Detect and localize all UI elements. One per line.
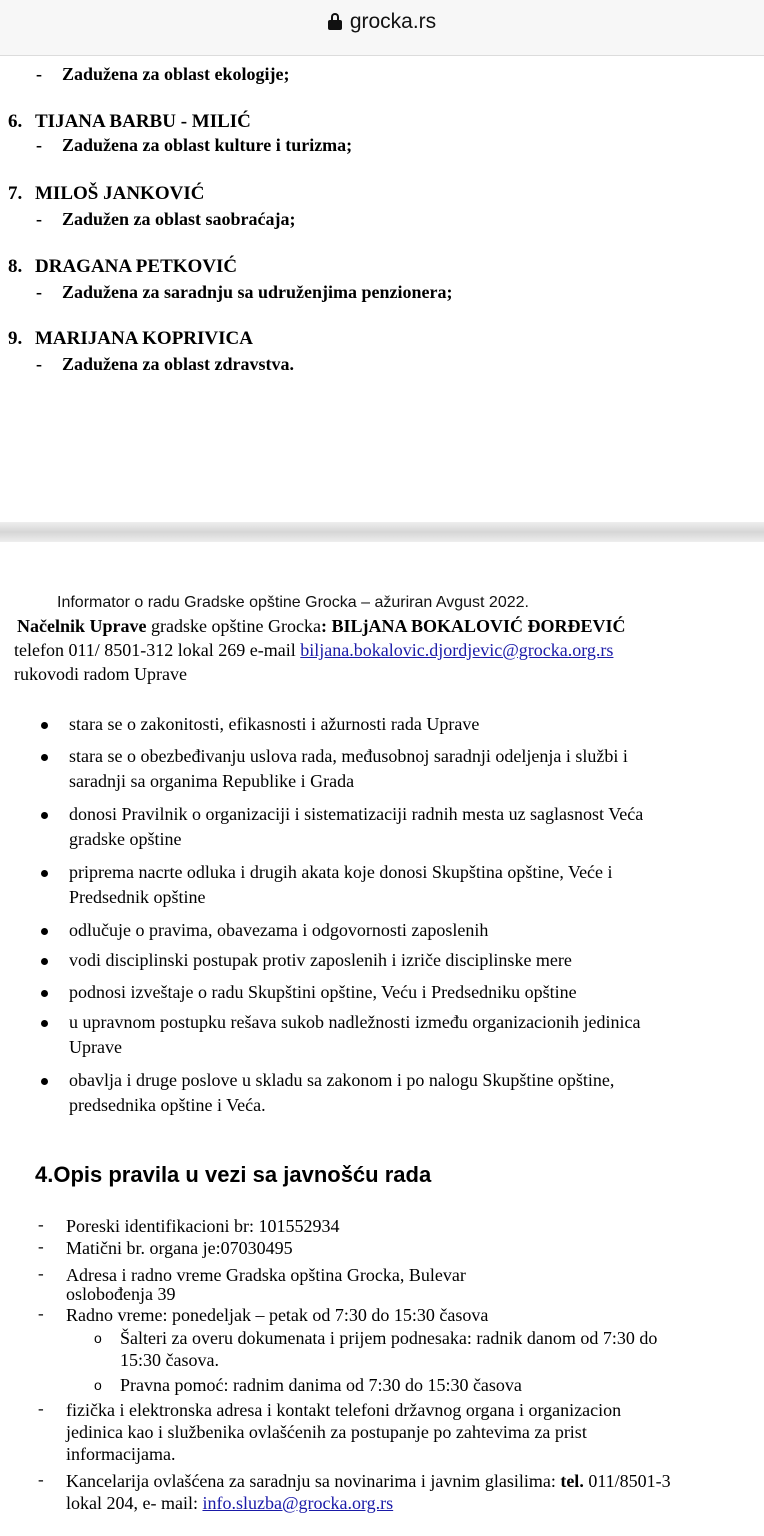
rule-sub-legal: Pravna pomoć: radnim danima od 7:30 do 15:30 časova [120,1375,522,1395]
member-number: 6. [8,111,23,132]
duty-item [69,802,643,852]
duty-item [69,980,577,1005]
duty-line: obavlja i druge poslove u skladu sa zakonom i po nalogu Skupštine opštine, [69,1070,615,1090]
bullet-icon [41,958,48,965]
bullet-icon [41,722,48,729]
rule-sub-counters: Šalteri za overu dokumenata i prijem podnesaka: radnik danom od 7:30 do [120,1328,658,1348]
duty-line: Predsednik opštine [69,887,206,907]
member-duty: Zadužena za oblast zdravstva. [62,354,295,374]
member-number: 8. [8,256,23,277]
chief-role: rukovodi radom Uprave [14,664,187,684]
press-text: lokal 204, e- mail: [66,1493,203,1513]
member-duty: Zadužena za oblast ekologije; [62,64,290,84]
duty-item [69,1068,614,1118]
chief-contact-line [14,640,613,661]
list-dash: - [36,282,42,302]
duty-line: vodi disciplinski postupak protiv zaposlenih i izriče disciplinske mere [69,950,572,970]
circle-bullet-icon: o [94,1330,102,1346]
lock-icon [328,13,342,29]
section-title: 4.Opis pravila u vezi sa javnošću rada [35,1162,432,1187]
duty-line: gradske opštine [69,829,182,849]
duty-item [69,948,572,973]
member-name: TIJANA BARBU - MILIĆ [35,111,251,132]
page-header: Informator o radu Gradske opštine Grocka – ažuriran Avgust 2022. [57,594,529,611]
url-text: grocka.rs [349,10,437,33]
press-tel-number: 011/8501-3 [583,1471,671,1491]
duty-item [69,918,488,943]
chief-title: Načelnik Uprave [17,616,147,636]
duty-line: Uprave [69,1037,122,1057]
rule-sub-counters-cont: 15:30 časova. [120,1350,219,1370]
rule-press [66,1470,671,1492]
page-separator [0,522,764,542]
list-dash: - [38,1470,44,1489]
press-email-link[interactable]: info.sluzba@grocka.org.rs [202,1493,394,1513]
list-dash: - [36,135,42,155]
document-page-1 [0,57,764,522]
member-name: MILOŠ JANKOVIĆ [35,183,205,204]
rule-mb: Matični br. organa je:07030495 [66,1238,293,1258]
list-dash: - [38,1215,44,1234]
duty-line: stara se o obezbeđivanju uslova rada, međusobnoj saradnji odeljenja i službi i [69,746,628,766]
list-dash: - [38,1304,44,1323]
bullet-icon [41,928,48,935]
chief-title-line [17,616,626,637]
chief-name: BILjANA BOKALOVIĆ ĐORĐEVIĆ [331,616,626,636]
duty-line: odlučuje o pravima, obavezama i odgovornosti zaposlenih [69,920,489,940]
duty-item [69,860,613,910]
chief-title-rest: gradske opštine Grocka [146,616,321,636]
rule-pib: Poreski identifikacioni br: 101552934 [66,1216,340,1236]
chief-colon: : [320,616,332,636]
duty-line: saradnji sa organima Republike i Grada [69,771,355,791]
rule-address: Adresa i radno vreme Gradska opština Grocka, Bulevar [66,1265,466,1285]
bullet-icon [41,870,48,877]
circle-bullet-icon: o [94,1377,102,1393]
duty-item [69,1010,641,1060]
chief-phone: telefon 011/ 8501-312 lokal 269 e-mail [14,640,301,660]
press-tel-label: tel. [560,1471,584,1491]
rule-hours: Radno vreme: ponedeljak – petak od 7:30 do 15:30 časova [66,1305,489,1325]
list-dash: - [38,1237,44,1256]
rule-contact-cont: informacijama. [66,1444,176,1464]
member-name: DRAGANA PETKOVIĆ [35,256,238,277]
list-dash: - [38,1264,44,1283]
member-name: MARIJANA KOPRIVICA [35,328,253,349]
bullet-icon [41,1078,48,1085]
list-dash: - [36,209,42,229]
member-duty: Zadužena za oblast kulture i turizma; [62,135,353,155]
member-duty: Zadužen za oblast saobraćaja; [62,209,296,229]
list-dash: - [36,64,42,84]
list-dash: - [38,1399,44,1418]
duty-item [69,744,628,794]
duty-line: predsednika opštine i Veća. [69,1095,266,1115]
chief-email-link[interactable]: biljana.bokalovic.djordjevic@grocka.org.rs [300,640,614,660]
member-duty: Zadužena za saradnju sa udruženjima penzionera; [62,282,453,302]
rule-address-cont: oslobođenja 39 [66,1284,176,1304]
bullet-icon [41,812,48,819]
duty-line: stara se o zakonitosti, efikasnosti i ažurnosti rada Uprave [69,714,480,734]
duty-line: donosi Pravilnik o organizaciji i sistematizaciji radnih mesta uz saglasnost Veća [69,804,644,824]
press-text: Kancelarija ovlašćena za saradnju sa novinarima i javnim glasilima: [66,1471,561,1491]
url-display[interactable] [0,10,764,34]
bullet-icon [41,754,48,761]
rule-contact: fizička i elektronska adresa i kontakt telefoni državnog organa i organizacion [66,1400,622,1420]
member-number: 7. [8,183,23,204]
list-dash: - [36,354,42,374]
rule-press-cont [66,1492,393,1514]
duty-line: u upravnom postupku rešava sukob nadležnosti između organizacionih jedinica [69,1012,641,1032]
duty-item [69,712,479,737]
bullet-icon [41,990,48,997]
duty-line: priprema nacrte odluka i drugih akata koje donosi Skupština opštine, Veće i [69,862,613,882]
duty-line: podnosi izveštaje o radu Skupštini opštine, Veću i Predsedniku opštine [69,982,577,1002]
rule-contact-cont: jedinica kao i službenika ovlašćenih za postupanje po zahtevima za prist [66,1422,587,1442]
member-number: 9. [8,328,23,349]
document-page-2 [0,542,764,1536]
browser-address-bar[interactable] [0,0,764,56]
bullet-icon [41,1020,48,1027]
